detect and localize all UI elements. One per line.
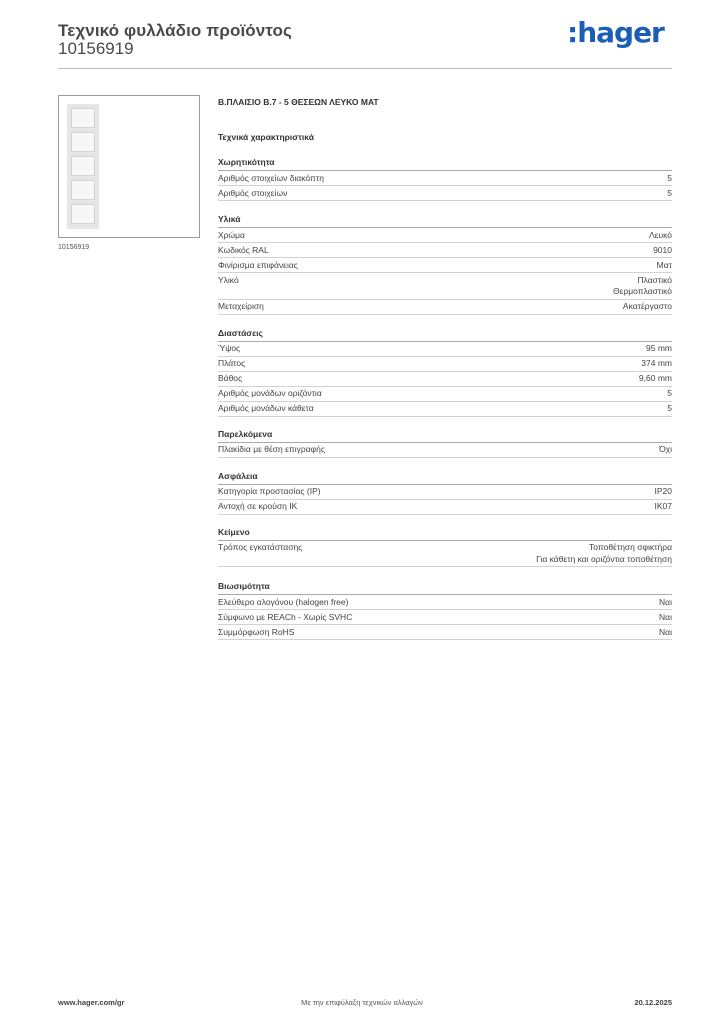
spec-row <box>218 300 672 315</box>
spec-row <box>218 372 672 387</box>
spec-row <box>218 258 672 273</box>
spec-value <box>667 173 672 185</box>
spec-value-line: 9010 <box>653 244 672 255</box>
spec-value <box>667 188 672 200</box>
frame-slot <box>71 156 95 176</box>
spec-value-line: Θερμοπλαστικό <box>612 286 672 296</box>
spec-value-line: Ναι <box>659 596 672 607</box>
spec-value <box>659 612 672 624</box>
spec-row <box>218 342 672 357</box>
spec-value-line: 9,60 mm <box>638 373 672 383</box>
spec-sheet <box>218 96 672 640</box>
spec-label: Αριθμός μονάδων κάθετα <box>218 403 314 413</box>
spec-row <box>218 357 672 372</box>
spec-row <box>218 500 672 515</box>
spec-value <box>659 627 672 639</box>
spec-section <box>218 579 672 640</box>
footer-date: 20.12.2025 <box>634 998 672 1007</box>
product-code: 10156919 <box>58 39 134 58</box>
spec-label: Πλάτος <box>218 358 246 368</box>
spec-value <box>653 245 672 257</box>
frame-slot <box>71 132 95 152</box>
spec-section <box>218 525 672 568</box>
spec-value <box>649 230 672 242</box>
spec-value-line: Τοποθέτηση σφικτήρα <box>588 542 672 552</box>
spec-value-line: Ναι <box>659 626 672 637</box>
spec-section <box>218 212 672 315</box>
spec-value <box>641 358 672 370</box>
section-title: Ασφάλεια <box>218 469 672 485</box>
spec-value <box>659 597 672 609</box>
section-title: Παρελκόμενα <box>218 427 672 443</box>
spec-value-line: 374 mm <box>641 358 672 368</box>
spec-label: Φινίρισμα επιφάνειας <box>218 259 298 270</box>
spec-sections <box>218 155 672 640</box>
spec-row <box>218 228 672 243</box>
spec-row <box>218 402 672 417</box>
spec-row <box>218 625 672 640</box>
spec-row <box>218 595 672 610</box>
image-caption: 10156919 <box>58 244 90 251</box>
product-name: Β.ΠΛΑΙΣΙΟ Β.7 - 5 ΘΕΣΕΩΝ ΛΕΥΚΟ ΜΑΤ <box>218 97 379 107</box>
spec-row <box>218 443 672 458</box>
hager-logo: :hager <box>567 16 664 49</box>
spec-value <box>657 260 672 272</box>
spec-value <box>613 275 672 298</box>
section-title: Κείμενο <box>218 525 672 541</box>
spec-label: Κατηγορία προστασίας (IP) <box>218 486 321 496</box>
spec-value-line: Όχι <box>659 444 672 454</box>
spec-value-line: Πλαστικό <box>637 274 672 285</box>
section-title: Διαστάσεις <box>218 326 672 342</box>
spec-label: Βάθος <box>218 373 243 383</box>
spec-value-line: Λευκό <box>649 229 672 240</box>
frame-slot <box>71 180 95 200</box>
spec-value <box>655 501 673 513</box>
frame-illustration <box>67 104 99 229</box>
spec-label: Ελεύθερο αλογόνου (halogen free) <box>218 596 349 607</box>
spec-section <box>218 326 672 417</box>
spec-label: Μεταχείριση <box>218 301 264 311</box>
spec-value-line: Για κάθετη και οριζόντια τοποθέτηση <box>536 553 672 564</box>
spec-value-line: 5 <box>667 388 672 398</box>
section-title: Βιωσιμότητα <box>218 579 672 595</box>
spec-value-line: Ματ <box>656 259 672 270</box>
spec-label: Χρώμα <box>218 229 245 240</box>
spec-section <box>218 469 672 515</box>
footer-note: Με την επιφύλαξη τεχνικών αλλαγών <box>301 998 423 1007</box>
page-title: Τεχνικό φυλλάδιο προϊόντος <box>58 21 292 40</box>
spec-value-line: 5 <box>667 187 672 198</box>
spec-value <box>667 388 672 400</box>
spec-label: Υλικό <box>218 274 239 285</box>
spec-value-line: 95 mm <box>646 343 672 353</box>
spec-row <box>218 243 672 258</box>
spec-label: Αριθμός μονάδων οριζόντια <box>218 388 322 398</box>
spec-value <box>667 403 672 415</box>
spec-label: Τρόπος εγκατάστασης <box>218 542 303 552</box>
spec-value-line: Ακατέργαστο <box>622 301 672 311</box>
spec-value-line: 5 <box>667 403 672 413</box>
header-divider <box>58 68 672 69</box>
spec-value-line: Ναι <box>659 611 672 622</box>
spec-row <box>218 186 672 201</box>
spec-row <box>218 273 672 300</box>
spec-value-line: IP20 <box>654 486 672 496</box>
spec-label: Κωδικός RAL <box>218 244 269 255</box>
spec-value <box>536 542 672 565</box>
spec-label: Αριθμός στοιχείων διακόπτη <box>218 172 324 183</box>
section-title: Χωρητικότητα <box>218 155 672 171</box>
spec-label: Πλακίδια με θέση επιγραφής <box>218 444 325 454</box>
spec-value <box>655 486 673 498</box>
spec-row <box>218 387 672 402</box>
spec-row <box>218 171 672 186</box>
spec-value <box>639 373 672 385</box>
frame-slot <box>71 204 95 224</box>
spec-label: Συμμόρφωση RoHS <box>218 626 295 637</box>
spec-value <box>623 301 672 313</box>
spec-label: Ύψος <box>218 343 241 353</box>
spec-label: Αντοχή σε κρούση IK <box>218 501 298 511</box>
spec-row <box>218 541 672 568</box>
footer-url[interactable]: www.hager.com/gr <box>58 998 125 1007</box>
spec-value <box>646 343 672 355</box>
spec-section <box>218 155 672 201</box>
product-image <box>58 95 200 238</box>
frame-slot <box>71 108 95 128</box>
spec-section <box>218 427 672 458</box>
spec-value-line: IK07 <box>654 501 672 511</box>
spec-row <box>218 485 672 500</box>
specs-heading: Τεχνικά χαρακτηριστικά <box>218 132 314 142</box>
spec-value-line: 5 <box>667 172 672 183</box>
section-title: Υλικά <box>218 212 672 228</box>
spec-label: Σύμφωνο με REACh - Χωρίς SVHC <box>218 611 353 622</box>
spec-value <box>659 444 672 456</box>
spec-label: Αριθμός στοιχείων <box>218 187 288 198</box>
spec-row <box>218 610 672 625</box>
